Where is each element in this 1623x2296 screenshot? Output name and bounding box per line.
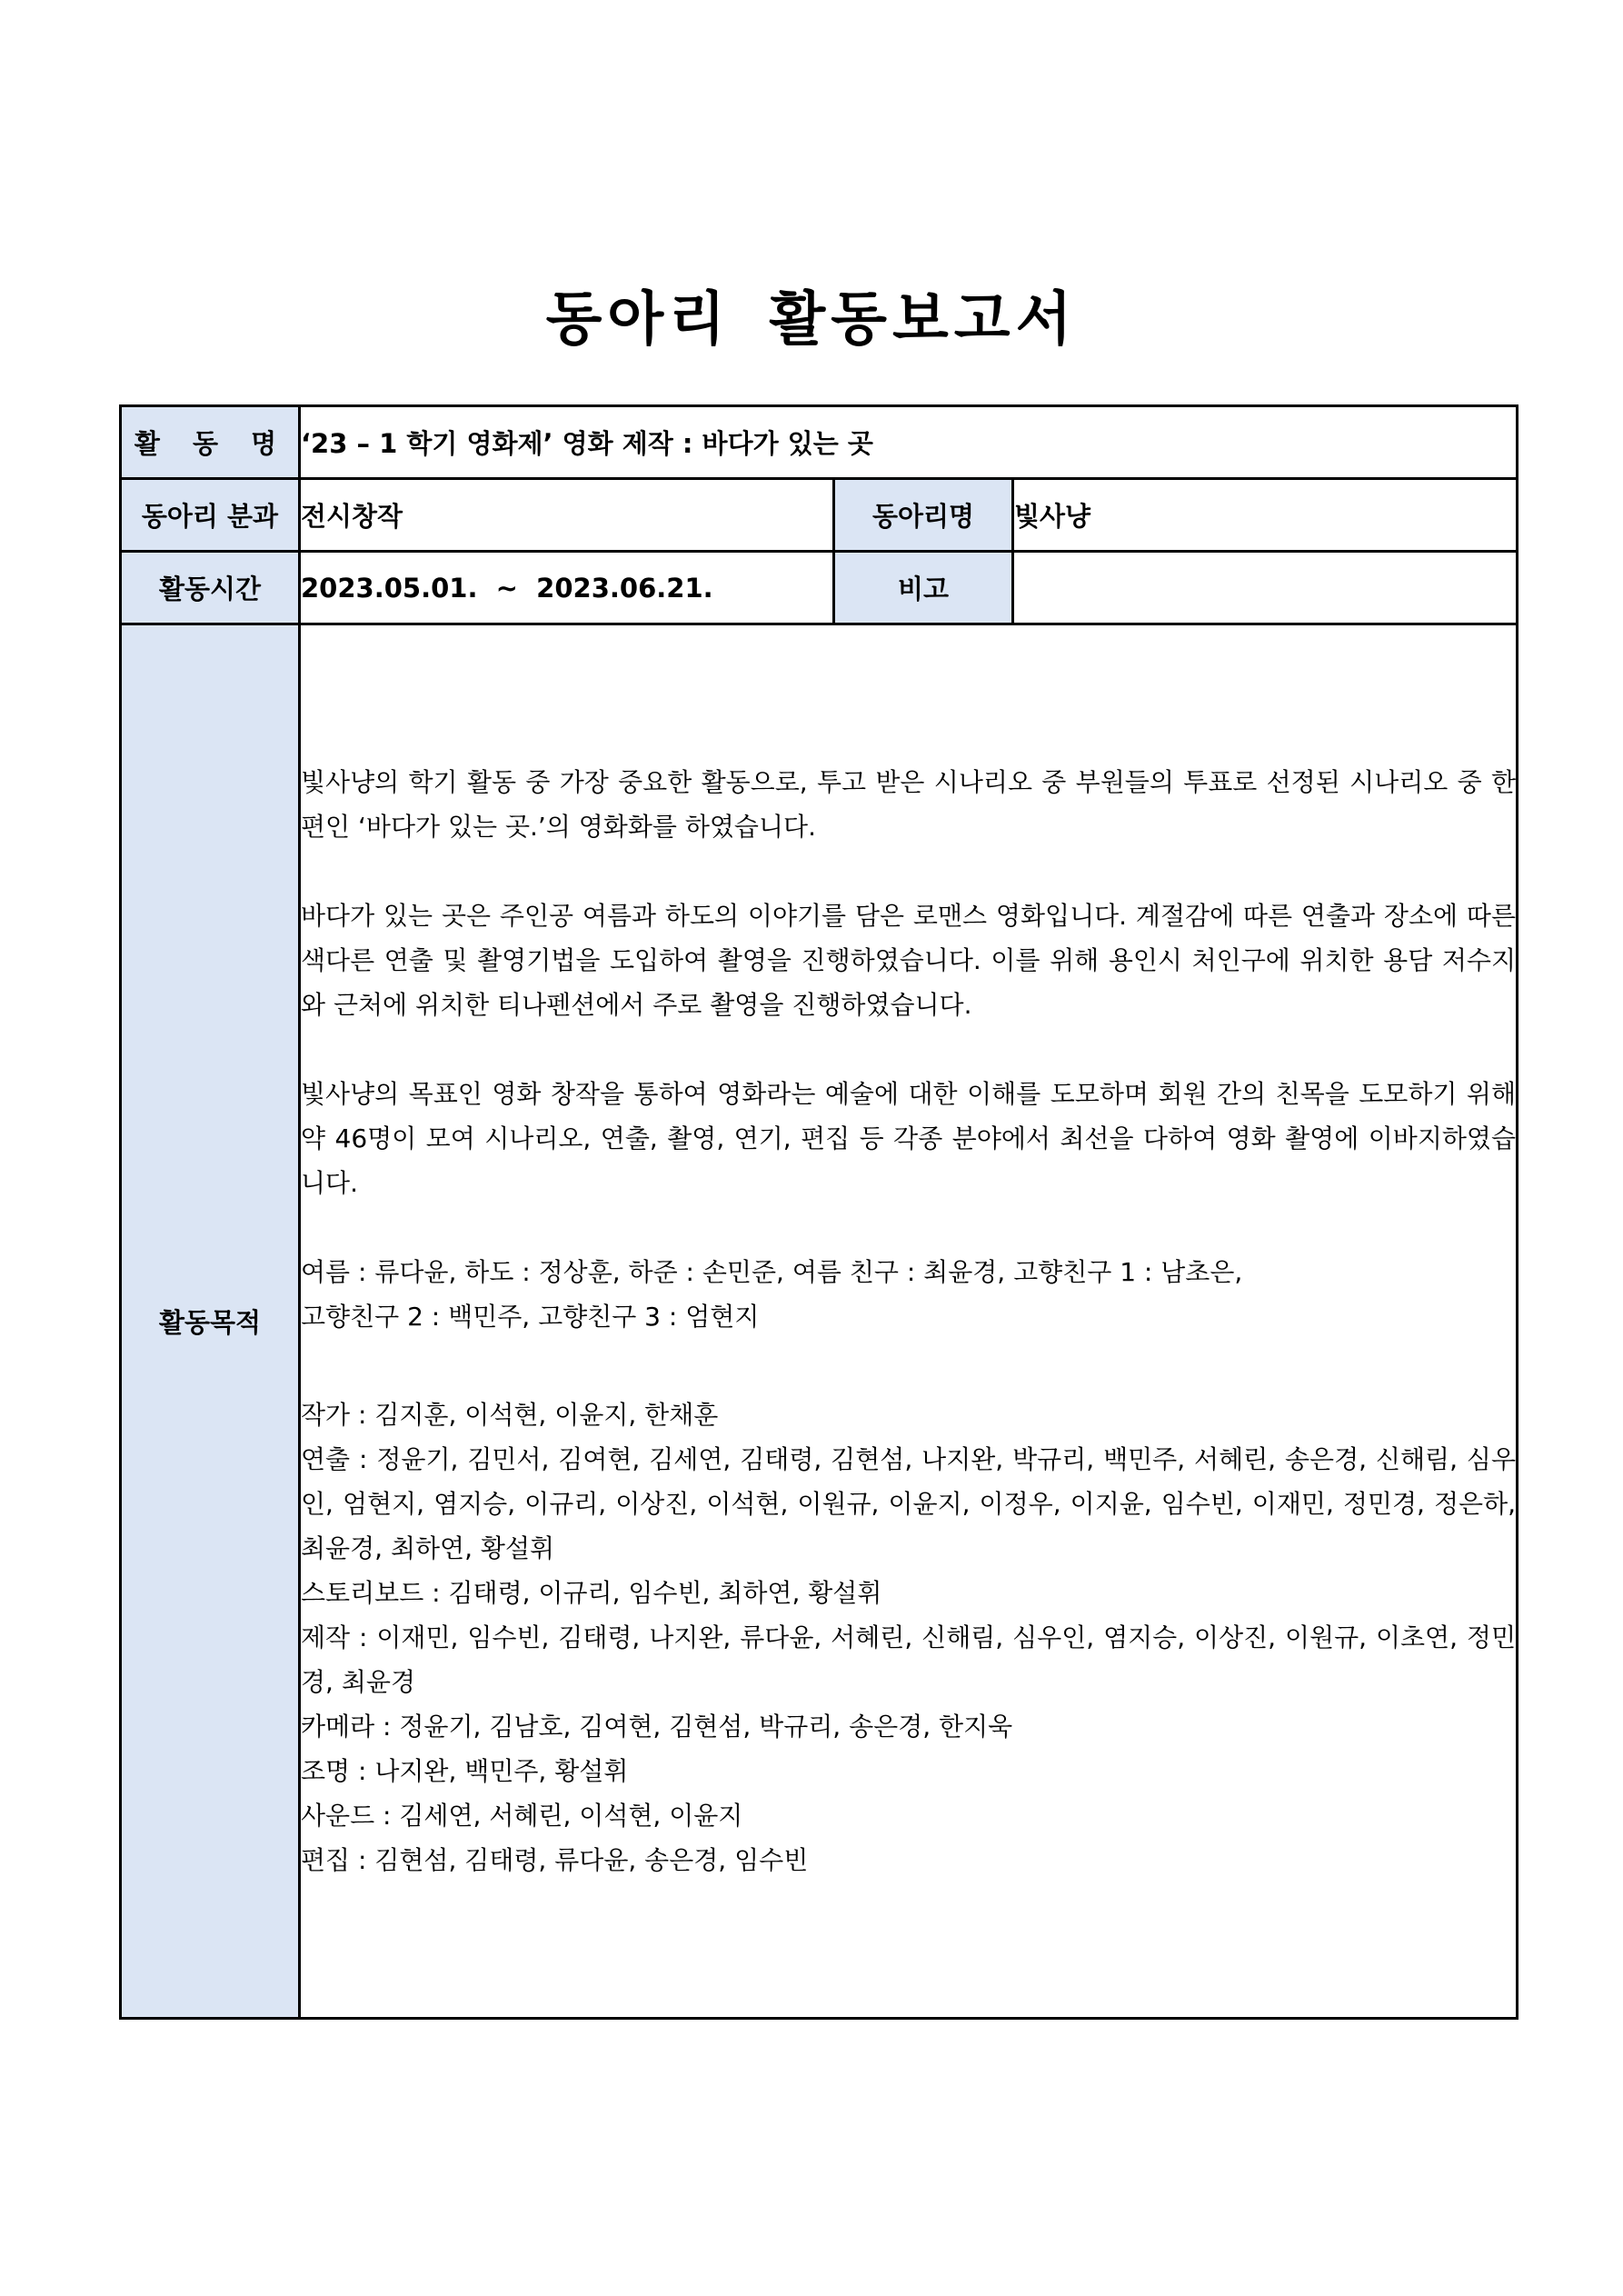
period-value: 2023.05.01. ~ 2023.06.21.: [300, 552, 834, 624]
club-name-label: 동아리명: [834, 479, 1013, 552]
activity-name-value: ‘23 – 1 학기 영화제’ 영화 제작 : 바다가 있는 곳: [300, 406, 1518, 479]
crew-production: 제작 : 이재민, 임수빈, 김태령, 나지완, 류다윤, 서혜린, 신해림, 심우인, 염지승, 이상진, 이원규, 이초연, 정민경, 최윤경: [301, 1622, 1517, 1697]
crew-camera: 카메라 : 정윤기, 김남호, 김여현, 김현섬, 박규리, 송은경, 한지욱: [301, 1712, 1013, 1742]
report-table: [119, 404, 1518, 2020]
row-purpose: [121, 624, 1518, 2019]
crew-lighting: 조명 : 나지완, 백민주, 황설휘: [301, 1756, 629, 1786]
category-label: 동아리 분과: [121, 479, 300, 552]
club-name-value: 빛사냥: [1013, 479, 1518, 552]
paragraph: 바다가 있는 곳은 주인공 여름과 하도의 이야기를 담은 로맨스 영화입니다. 계절감에 따른 연출과 장소에 따른 색다른 연출 및 촬영기법을 도입하여 촬영을 진행하였습니다. 이를 위해 용인시 처인구에 위치한 용담 저수지와 근처에 위치한 티나펜션에서 주로 촬영을 진행하였습니다.: [301, 901, 1517, 1020]
purpose-label: 활동목적: [121, 624, 300, 2019]
row-period: [121, 552, 1518, 624]
crew-directing: 연출 : 정윤기, 김민서, 김여현, 김세연, 김태령, 김현섬, 나지완, 박규리, 백민주, 서혜린, 송은경, 신해림, 심우인, 엄현지, 염지승, 이규리, 이상진, 이석현, 이원규, 이윤지, 이정우, 이지윤, 임수빈, 이재민, 정민경, 정은하, 최윤경, 최하연, 황설휘: [301, 1444, 1517, 1563]
page-title: 동아리 활동보고서: [545, 286, 1078, 354]
remarks-value: [1013, 552, 1518, 624]
purpose-content: [300, 624, 1518, 2019]
crew-writers: 작가 : 김지훈, 이석현, 이윤지, 한채훈: [301, 1400, 719, 1430]
crew-sound: 사운드 : 김세연, 서혜린, 이석현, 이윤지: [301, 1801, 743, 1831]
row-activity-name: [121, 406, 1518, 479]
row-category: [121, 479, 1518, 552]
category-value: 전시창작: [300, 479, 834, 552]
cast-line: 고향친구 2 : 백민주, 고향친구 3 : 엄현지: [301, 1302, 760, 1332]
paragraph: 빛사냥의 목표인 영화 창작을 통하여 영화라는 예술에 대한 이해를 도모하며 회원 간의 친목을 도모하기 위해 약 46명이 모여 시나리오, 연출, 촬영, 연기, 편집 등 각종 분야에서 최선을 다하여 영화 촬영에 이바지하였습니다.: [301, 1079, 1517, 1198]
paragraph: 빛사냥의 학기 활동 중 가장 중요한 활동으로, 투고 받은 시나리오 중 부원들의 투표로 선정된 시나리오 중 한편인 ‘바다가 있는 곳.’의 영화화를 하였습니다.: [301, 767, 1517, 842]
crew-storyboard: 스토리보드 : 김태령, 이규리, 임수빈, 최하연, 황설휘: [301, 1578, 882, 1608]
remarks-label: 비고: [834, 552, 1013, 624]
activity-name-label: 활 동 명: [121, 406, 300, 479]
crew-editing: 편집 : 김현섬, 김태령, 류다윤, 송은경, 임수빈: [301, 1845, 809, 1875]
cast-line: 여름 : 류다윤, 하도 : 정상훈, 하준 : 손민준, 여름 친구 : 최윤경, 고향친구 1 : 남초은,: [301, 1257, 1243, 1287]
period-label: 활동시간: [121, 552, 300, 624]
